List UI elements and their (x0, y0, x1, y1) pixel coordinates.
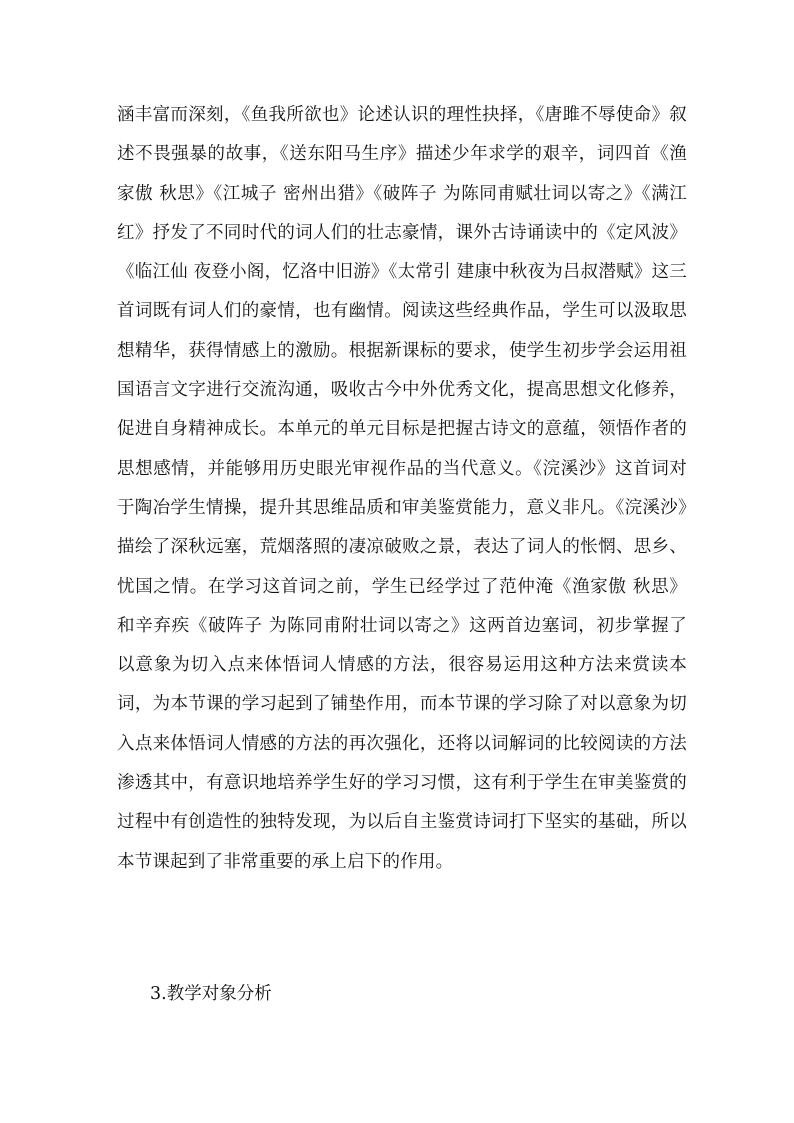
section-heading: 3.教学对象分析 (150, 984, 272, 1004)
body-paragraph: 涵丰富而深刻，《鱼我所欲也》论述认识的理性抉择，《唐雎不辱使命》叙述不畏强暴的故事，《送东阳马生序》描述少年求学的艰辛，词四首《渔家傲 秋思》《江城子 密州出猎》《破阵子 为陈同甫赋壮词以寄之》《满江红》抒发了不同时代的词人们的壮志豪情，课外古诗诵读中的《定风波》《临江仙 夜登小阁，忆洛中旧游》《太常引 建康中秋夜为吕叔潜赋》这三首词既有词人们的豪情，也有幽情。阅读这些经典作品，学生可以汲取思想精华，获得情感上的激励。根据新课标的要求，使学生初步学会运用祖国语言文字进行交流沟通，吸收古今中外优秀文化，提高思想文化修养，促进自身精神成长。本单元的单元目标是把握古诗文的意蕴，领悟作者的思想感情，并能够用历史眼光审视作品的当代意义。《浣溪沙》这首词对于陶冶学生情操，提升其思维品质和审美鉴赏能力，意义非凡。《浣溪沙》描绘了深秋远塞，荒烟落照的凄凉破败之景，表达了词人的怅惘、思乡、忧国之情。在学习这首词之前，学生已经学过了范仲淹《渔家傲 秋思》和辛弃疾《破阵子 为陈同甫附壮词以寄之》这两首边塞词，初步掌握了以意象为切入点来体悟词人情感的方法，很容易运用这种方法来赏读本词，为本节课的学习起到了铺垫作用，而本节课的学习除了对以意象为切入点来体悟词人情感的方法的再次强化，还将以词解词的比较阅读的方法渗透其中，有意识地培养学生好的学习习惯，这有利于学生在审美鉴赏的过程中有创造性的独特发现，为以后自主鉴赏诗词打下坚实的基础，所以本节课起到了非常重要的承上启下的作用。 (117, 105, 687, 872)
